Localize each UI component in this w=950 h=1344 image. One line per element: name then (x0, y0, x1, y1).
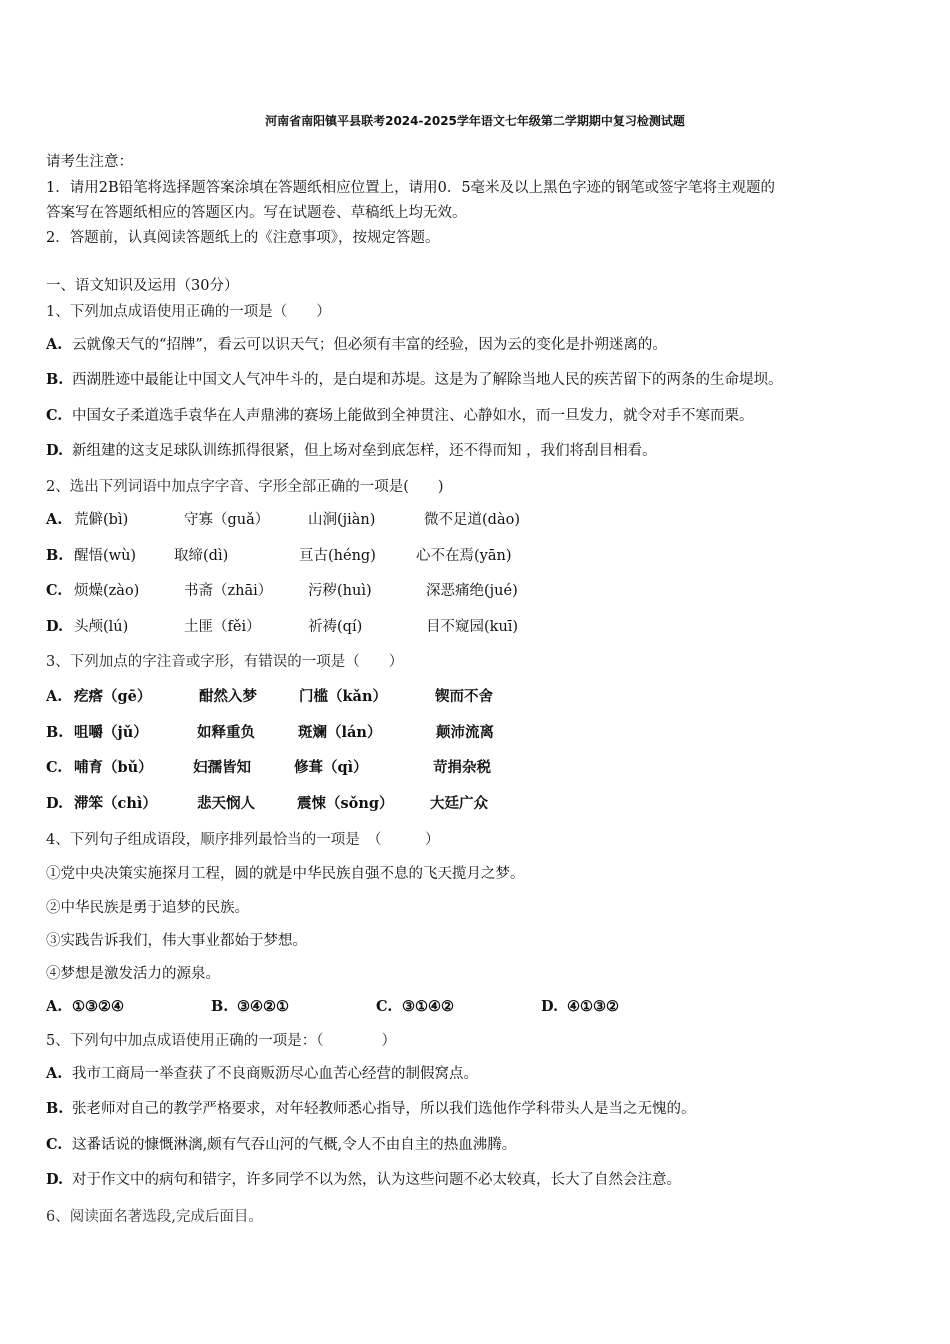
word-cell: 守寡（guǎ） (184, 512, 270, 528)
q3-stem: 3、下列加点的字注音或字形，有错误的一项是（ ） (46, 654, 404, 670)
q3-option-a[interactable] (46, 687, 906, 707)
option-label: A. (46, 1065, 63, 1082)
option-text: 中国女子柔道选手袁华在人声鼎沸的赛场上能做到全神贯注、心静如水，而一旦发力，就令对手不寒而栗。 (72, 408, 754, 424)
word-cell: 醒悟(wù) (74, 548, 137, 564)
notice-item-2: 2．答题前，认真阅读答题纸上的《注意事项》，按规定答题。 (46, 230, 440, 246)
option-label: D. (46, 1171, 64, 1188)
word-cell: 目不窥园(kuī) (426, 619, 519, 635)
word-cell: 污秽(huì) (308, 583, 372, 599)
notice-item-1b: 答案写在答题纸相应的答题区内。写在试题卷、草稿纸上均无效。 (46, 205, 467, 221)
section-heading: 一、语文知识及运用（30分） (46, 278, 239, 294)
word-cell: 哺育（bǔ） (74, 759, 153, 776)
q3-option-b[interactable] (46, 723, 906, 743)
option-text: ③①④② (402, 998, 454, 1015)
option-text: ③④②① (237, 998, 289, 1015)
q5-option-a[interactable] (46, 1064, 906, 1084)
q4-stem: 4、下列句子组成语段，顺序排列最恰当的一项是 （ ） (46, 832, 440, 848)
q4-sentence-4: ④梦想是激发活力的源泉。 (46, 966, 220, 982)
option-label: C. (376, 998, 393, 1015)
q4-choice-b[interactable] (211, 997, 289, 1017)
option-label: B. (46, 547, 64, 564)
q4-sentence-1: ①党中央决策实施探月工程，圆的就是中华民族自强不息的飞天揽月之梦。 (46, 866, 525, 882)
option-text: 云就像天气的“招牌”，看云可以识天气；但必须有丰富的经验，因为云的变化是扑朔迷离的。 (72, 337, 667, 353)
option-label: A. (46, 998, 63, 1015)
option-label: C. (46, 407, 63, 424)
q2-option-a[interactable] (46, 510, 906, 530)
q4-choices (46, 997, 906, 1017)
q1-stem: 1、下列加点成语使用正确的一项是（ ） (46, 304, 331, 320)
q4-choice-d[interactable] (541, 997, 619, 1017)
word-cell: 书斋（zhāi） (184, 583, 273, 599)
word-cell: 山涧(jiàn) (308, 512, 376, 528)
word-cell: 悲天悯人 (197, 795, 255, 812)
q1-option-a[interactable] (46, 335, 906, 355)
q5-stem: 5、下列句中加点成语使用正确的一项是：（ ） (46, 1033, 396, 1049)
q5-option-d[interactable] (46, 1170, 906, 1190)
q4-choice-a[interactable] (46, 997, 124, 1017)
word-cell: 祈祷(qí) (308, 619, 363, 635)
q5-option-b[interactable] (46, 1099, 906, 1119)
notice-heading: 请考生注意： (46, 154, 133, 170)
q1-option-c[interactable] (46, 406, 906, 426)
word-cell: 酣然入梦 (199, 688, 257, 705)
q1-option-b[interactable] (46, 370, 906, 390)
word-cell: 荒僻(bì) (74, 512, 129, 528)
option-label: B. (46, 724, 64, 741)
option-label: D. (46, 618, 64, 635)
option-label: A. (46, 336, 63, 353)
q4-sentence-3: ③实践告诉我们，伟大事业都始于梦想。 (46, 933, 307, 949)
word-cell: 滞笨（chì） (74, 795, 157, 812)
word-cell: 深恶痛绝(jué) (426, 583, 518, 599)
word-cell: 苛捐杂税 (433, 759, 491, 776)
word-cell: 咀嚼（jǔ） (74, 724, 148, 741)
word-cell: 颠沛流离 (436, 724, 494, 741)
q2-option-c[interactable] (46, 581, 906, 601)
word-cell: 修葺（qì） (294, 759, 368, 776)
page-title: 河南省南阳镇平县联考2024-2025学年语文七年级第二学期期中复习检测试题 (265, 114, 685, 128)
word-cell: 如释重负 (197, 724, 255, 741)
word-cell: 心不在焉(yān) (416, 548, 512, 564)
q3-option-c[interactable] (46, 758, 906, 778)
option-label: D. (541, 998, 559, 1015)
option-label: B. (211, 998, 229, 1015)
word-cell: 锲而不舍 (435, 688, 493, 705)
q3-option-d[interactable] (46, 794, 906, 814)
option-text: ①③②④ (72, 998, 124, 1015)
option-label: D. (46, 442, 64, 459)
option-text: 这番话说的慷慨淋漓,颇有气吞山河的气概,令人不由自主的热血沸腾。 (72, 1137, 517, 1153)
option-text: 对于作文中的病句和错字，许多同学不以为然，认为这些问题不必太较真，长大了自然会注意。 (72, 1172, 681, 1188)
q2-option-b[interactable] (46, 546, 906, 566)
q2-option-d[interactable] (46, 617, 906, 637)
word-cell: 亘古(héng) (299, 548, 376, 564)
option-label: A. (46, 511, 63, 528)
option-text: 西湖胜迹中最能让中国文人气冲牛斗的，是白堤和苏堤。这是为了解除当地人民的疾苦留下的两条的生命堤坝。 (72, 372, 783, 388)
q1-option-d[interactable] (46, 441, 906, 461)
option-text: 张老师对自己的教学严格要求，对年轻教师悉心指导，所以我们选他作学科带头人是当之无愧的。 (72, 1101, 696, 1117)
option-text: ④①③② (567, 998, 619, 1015)
q5-option-c[interactable] (46, 1135, 906, 1155)
word-cell: 烦燥(zào) (74, 583, 140, 599)
q4-choice-c[interactable] (376, 997, 454, 1017)
q6-stem: 6、阅读面名著选段,完成后面目。 (46, 1209, 263, 1225)
word-cell: 头颅(lú) (74, 619, 129, 635)
option-text: 我市工商局一举查获了不良商贩沥尽心血苦心经营的制假窝点。 (72, 1066, 478, 1082)
word-cell: 门槛（kǎn） (299, 688, 387, 705)
word-cell: 斑斓（lán） (298, 724, 382, 741)
word-cell: 震悚（sǒng） (297, 795, 394, 812)
word-cell: 微不足道(dào) (424, 512, 520, 528)
word-cell: 大廷广众 (430, 795, 488, 812)
word-cell: 疙瘩（gē） (74, 688, 152, 705)
word-cell: 土匪（fěi） (184, 619, 261, 635)
word-cell: 取缔(dì) (174, 548, 229, 564)
option-label: B. (46, 1100, 64, 1117)
q2-stem: 2、选出下列词语中加点字字音、字形全部正确的一项是( ) (46, 479, 444, 495)
q4-sentence-2: ②中华民族是勇于追梦的民族。 (46, 900, 249, 916)
word-cell: 妇孺皆知 (193, 759, 251, 776)
option-label: A. (46, 688, 63, 705)
option-label: C. (46, 759, 63, 776)
option-text: 新组建的这支足球队训练抓得很紧，但上场对垒到底怎样，还不得而知 ，我们将刮目相看。 (72, 443, 657, 459)
option-label: C. (46, 582, 63, 599)
notice-item-1a: 1．请用2B铅笔将选择题答案涂填在答题纸相应位置上，请用0．5毫米及以上黑色字迹的钢笔或签字笔将主观题的 (46, 180, 776, 196)
option-label: C. (46, 1136, 63, 1153)
option-label: B. (46, 371, 64, 388)
option-label: D. (46, 795, 64, 812)
